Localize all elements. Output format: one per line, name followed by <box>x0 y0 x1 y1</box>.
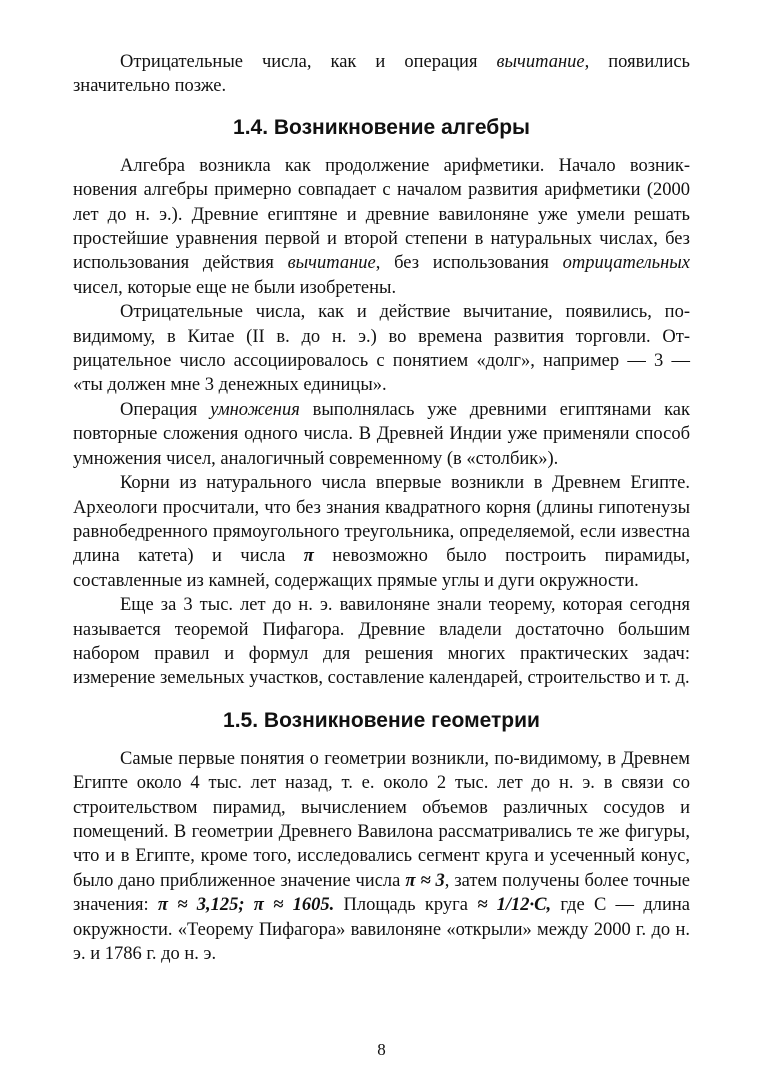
section-heading-geometry: 1.5. Возникновение геометрии <box>223 708 540 732</box>
page-number: 8 <box>377 1040 386 1059</box>
paragraph-roots: Корни из натурального числа впервые возникли в Древнем Египте. Археологи просчитали, что без знания квадратного корня (длины гипотенузы равнобедренного прямоугольного треугольника, определяемой, если известна длина катета) и числа π невозможно было построить пирамиды, составленные из камней, содержащих прямые углы и дуги окружности. <box>73 473 690 591</box>
paragraph-geometry-origin: Самые первые понятия о геометрии возникли, по-видимому, в Древнем Египте около 4 тыс. лет назад, т. е. около 2 тыс. лет до н. э. в связи со строительством пирамид, вычислением объемов различных сосудов и помещений. В геометрии Древнего Вавилона рассматривались те же фигуры, что и в Египте, кроме того, исследовались сегмент круга и усеченный конус, было дано приближенное значение числа π ≈ 3, затем получены более точные значения: π ≈ 3,125; π ≈ 1605. Площадь круга ≈ 1/12∙C, где С — длина окружности. «Теорему Пифагора» вавилоняне «открыли» между 2000 г. до н. э. и 1786 г. до н. э. <box>73 748 690 964</box>
paragraph-pythagoras: Еще за 3 тыс. лет до н. э. вавилоняне знали теорему, которая сегодня называется теоремой Пифагора. Древние владели достаточно большим набором правил и формул для решения многих практических задач: измерение земельных участков, составление календарей, строительство и т. д. <box>73 595 690 689</box>
formula-pi-approx-3125: π ≈ 3,125; <box>157 895 245 916</box>
intro-paragraph: Отрицательные числа, как и операция вычитание, появились значительно позже. <box>73 52 690 97</box>
paragraph-multiplication: Операция умножения выполнялась уже древними египтянами как повторные сложения одного числа. В Древней Индии уже применяли способ умножения чисел, аналогичный современному (в «столбик»). <box>73 399 690 469</box>
pi-symbol: π <box>303 546 314 567</box>
formula-pi-approx-1605: π ≈ 1605. <box>253 895 335 916</box>
formula-circle-area: ≈ 1/12∙C, <box>477 895 552 916</box>
page-content <box>73 50 690 966</box>
formula-pi-approx-3: π ≈ 3 <box>405 870 445 891</box>
paragraph-algebra-origin: Алгебра возникла как продолжение арифметики. Начало возникновения алгебры примерно совпадает с началом развития арифметики (2000 лет до н. э.). Древние египтяне и древние вавилоняне уже умели решать простейшие уравнения первой и второй степени в натуральных числах, без использования действия вычитание, без использования отрицательных чисел, которые еще не были изобретены. <box>73 155 691 298</box>
section-heading-algebra: 1.4. Возникновение алгебры <box>233 115 530 139</box>
paragraph-negative-numbers: Отрицательные числа, как и действие вычитание, появились, повидимому, в Китае (II в. до н. э.) во времена развития торговли. Отрицательное число ассоциировалось с понятием «долг», например — 3 — «ты должен мне 3 денежных единицы». <box>73 302 690 396</box>
